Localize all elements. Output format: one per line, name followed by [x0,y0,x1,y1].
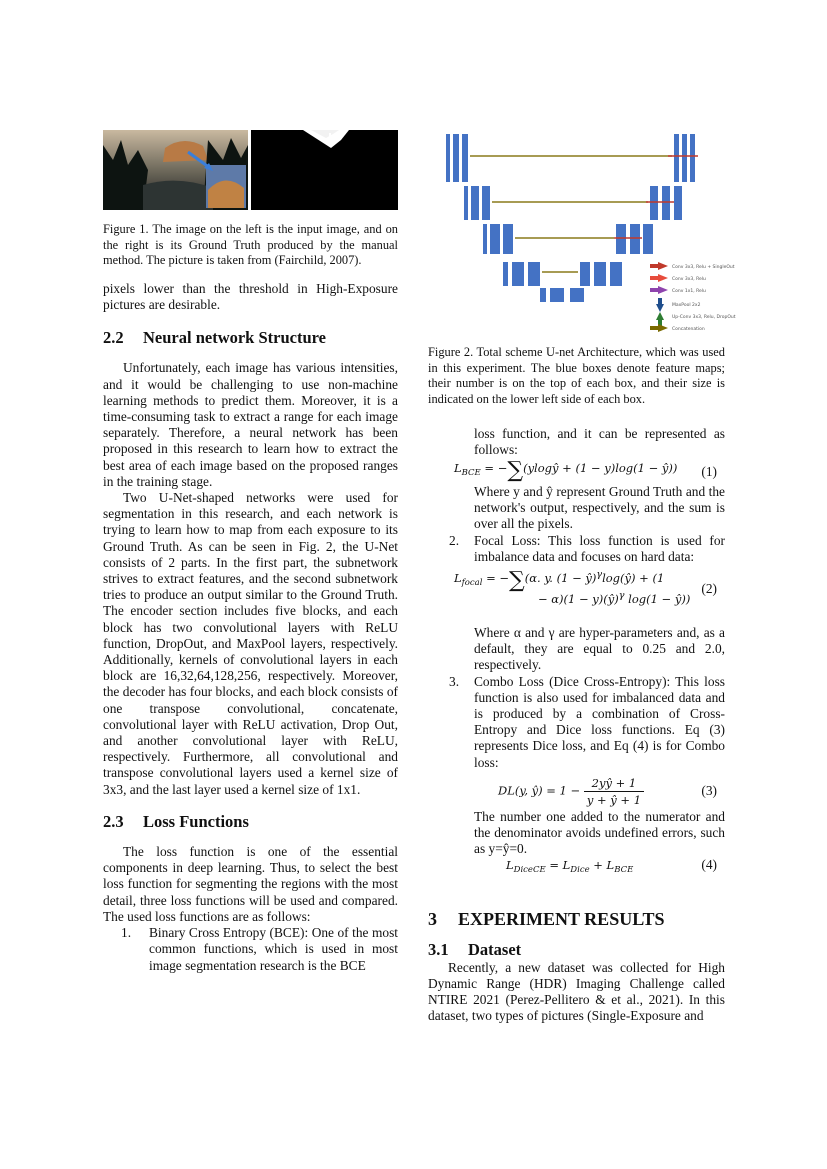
equation-3: DL(y, ŷ) = 1 − $\frac{2yŷ + 1}{y + ŷ + 1}$ (3) [498,775,717,808]
unet-architecture-diagram [428,128,736,333]
list-number: 1. [121,925,132,941]
list-item [428,674,725,771]
equation-2: $L_{focal} = -\sum(\alpha$. y. (1 − ŷ)$^\gamma$log(ŷ) + (1 − α)(1 − y)(ŷ)$^\gamma$ log(1 − ŷ)) (2) [454,567,717,606]
list-text: Binary Cross Entropy (BCE): One of the most common functions, which is used in most image segmentation research is the BCE [149,925,398,973]
legend-label: Concatenation [672,327,705,332]
legend-label: MaxPool 2x2 [672,303,701,308]
list-text: The number one added to the numerator and the denominator avoids undefined errors, such as y=ŷ=0. [474,808,725,857]
list-text: loss function, and it can be represented as follows: [474,425,725,457]
section-title: Dataset [468,939,522,959]
equation-number: (1) [701,463,717,479]
right-column [428,128,736,1025]
figure-1 [103,130,398,210]
list-item [428,533,725,565]
list-item-continuation [428,484,725,533]
section-title: EXPERIMENT RESULTS [458,909,665,930]
list-number: 2. [449,532,460,548]
paragraph: The loss function is one of the essential components in deep learning. Thus, to select the best loss function for segmenting the regions with the most detail, three loss functions will be used and compared. The used loss functions are as follows: [103,844,398,924]
list-item [103,925,398,974]
paragraph: Unfortunately, each image has various intensities, and it would be challenging to use non-machine learning methods to predict them. Moreover, it is a time-consuming task to extract a range for each image separately. Therefore, a neural network has been proposed in this research to learn how to extract the best area of each image based on the proposed ranges in the training stage. [103,360,398,489]
section-heading [428,939,725,959]
legend-label: Conv 3x3, Relu [672,277,706,282]
figure-2-caption: Figure 2. Total scheme U-net Architecture, which was used in this experiment. The blue boxes denote feature maps; their number is on the top of each box, and their size is indicated on the lower left side of each box. [428,345,725,406]
paragraph: Two U-Net-shaped networks were used for segmentation in this research, and each network is trying to learn how to map from each exposure to its Ground Truth. As can be seen in Fig. 2, the U-Net consists of 2 parts. In the first part, the subnetwork strives to extract features, and the second subnetwork tries to produce an output similar to the Ground Truth. The encoder section includes five blocks, and each block has two convolutional layers with ReLU function, DropOut, and MaxPool layers, respectively. Additionally, kernels of convolutional layers in each block are 16,32,64,128,256, respectively. Moreover, the decoder has four blocks, and each block consists of one transpose convolutional, concatenate, convolutional layer with ReLU activation, Drop Out, and another convolutional layer with ReLU, respectively. Furthermore, all convolutional and transpose convolutional layers used a kernel size of 3x3, and the last layer used a kernel size of 1x1. [103,490,398,797]
equation-1: $L_{BCE}$ = −∑(ylogŷ + (1 − y)log(1 − ŷ)) (1) [454,457,717,483]
list-text: Where y and ŷ represent Ground Truth and the network's output, respectively, and the sum is over all the pixels. [474,483,725,532]
ground-truth-image [251,130,398,210]
section-heading [103,811,398,831]
section-title: Loss Functions [143,811,249,831]
paragraph: Recently, a new dataset was collected for High Dynamic Range (HDR) Imaging Challenge called NTIRE 2021 (Perez-Pellitero & et al., 2021). In this dataset, two types of pictures (Single-Exposure and [428,959,725,1024]
equation-4: $L_{DiceCE} = L_{Dice} + L_{BCE}$ (4) [506,857,717,876]
list-item-continuation [428,625,725,674]
figure-1-caption: Figure 1. The image on the left is the input image, and on the right is its Ground Truth produced by the manual method. The picture is taken from (Fairchild, 2007). [103,222,398,268]
section-number: 2.3 [103,811,124,831]
legend-label: Conv 1x1, Relu [672,289,706,294]
list-number: 3. [449,673,460,689]
equation-number: (2) [701,581,717,596]
section-number: 3 [428,909,437,930]
legend-label: Conv 3x3, Relu + SingleOut [672,265,735,270]
list-item-continuation [428,426,725,458]
section-number: 3.1 [428,939,449,959]
equation-number: (3) [701,782,717,798]
section-number: 2.2 [103,328,124,348]
list-text: Where α and γ are hyper-parameters and, as a default, they are equal to 0.25 and 2.0, respectively. [474,625,725,673]
section-heading [103,330,398,346]
list-text: Focal Loss: This loss function is used for imbalance data and focuses on hard data: [474,532,725,564]
left-column [103,130,398,974]
section-heading [428,909,725,930]
section-title: Neural network Structure [143,328,326,348]
legend-label: Up-Conv 3x3, Relu, DropOut [672,315,736,320]
list-text: Combo Loss (Dice Cross-Entropy): This loss function is also used for imbalanced data and is produced by a combination of Cross-Entropy and Dice loss functions. Eq (3) represents Dice loss, and Eq (4) is for Combo loss: [474,673,725,770]
input-image [103,130,248,210]
list-item-continuation [428,809,725,858]
equation-number: (4) [701,857,717,873]
paragraph: pixels lower than the threshold in High-Exposure pictures are desirable. [103,280,398,312]
